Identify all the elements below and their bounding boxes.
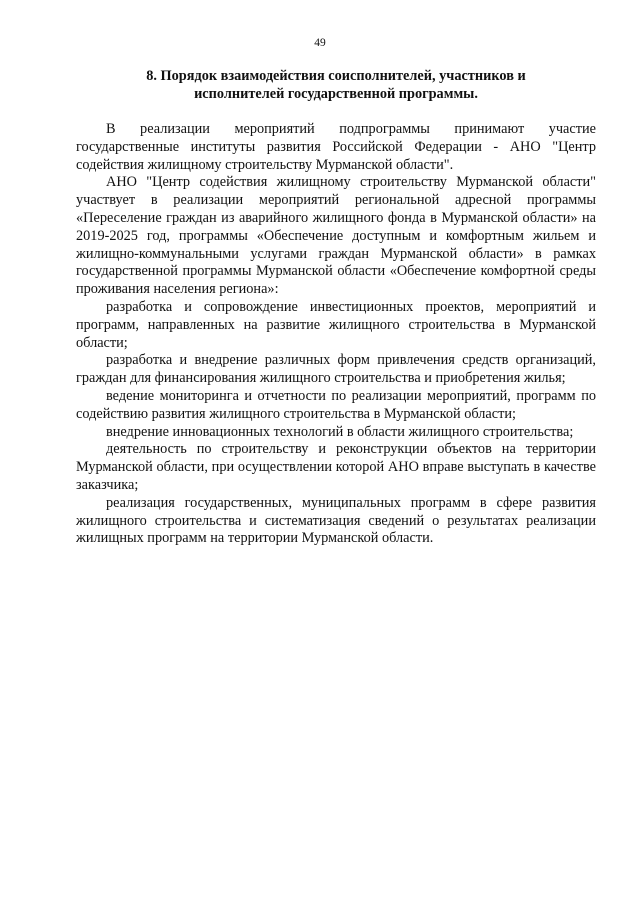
- list-item: разработка и внедрение различных форм привлечения средств организаций, граждан для финансирования жилищного строительства и приобретения жилья;: [76, 352, 596, 387]
- section-heading: [76, 67, 596, 103]
- list-item: реализация государственных, муниципальных программ в сфере развития жилищного строительства и систематизация сведений о результатах реализации жилищных программ на территории Мурманской области.: [76, 494, 596, 547]
- list-item: разработка и сопровождение инвестиционных проектов, мероприятий и программ, направленных на развитие жилищного строительства в Мурманской области;: [76, 298, 596, 351]
- body-text: [76, 121, 596, 548]
- list-item: деятельность по строительству и реконструкции объектов на территории Мурманской области, при осуществлении которой АНО вправе выступать в качестве заказчика;: [76, 441, 596, 493]
- page-number: 49: [314, 37, 326, 49]
- section-heading-line-2: исполнителей государственной программы.: [194, 86, 478, 102]
- paragraph: В реализации мероприятий подпрограммы принимают участие государственные институты развития Российской Федерации - АНО "Центр содействия жилищному строительству Мурманской области".: [76, 121, 596, 173]
- list-item: внедрение инновационных технологий в области жилищного строительства;: [106, 423, 574, 440]
- section-heading-line-1: 8. Порядок взаимодействия соисполнителей, участников и: [146, 68, 526, 84]
- list-item: ведение мониторинга и отчетности по реализации мероприятий, программ по содействию развития жилищного строительства в Мурманской области;: [76, 387, 596, 422]
- paragraph: АНО "Центр содействия жилищному строительству Мурманской области" участвует в реализации мероприятий региональной адресной программы «Переселение граждан из аварийного жилищного фонда в Мурманской области» на 2019-2025 год, программы «Обеспечение доступным и комфортным жильем и жилищно-коммунальными услугами граждан Мурманской области» в рамках государственной программы Мурманской области «Обеспечение комфортной среды проживания населения региона»:: [76, 174, 596, 298]
